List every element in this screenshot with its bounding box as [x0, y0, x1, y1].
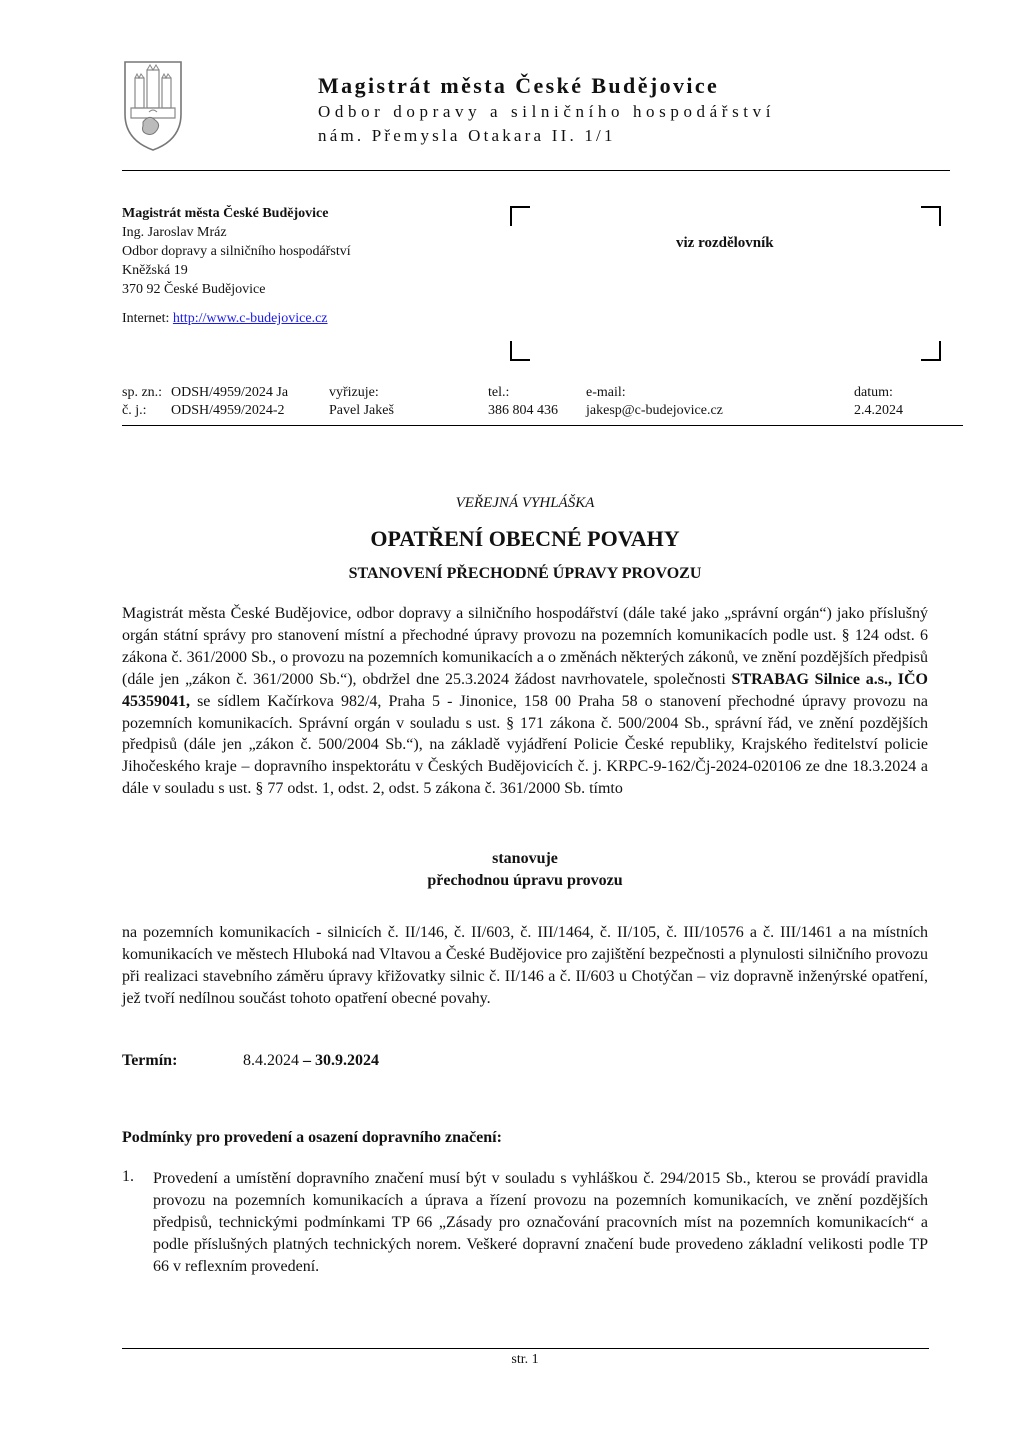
- intro-text-part1: Magistrát města České Budějovice, odbor dopravy a silničního hospodářství (dále také jako „správní orgán“) jako příslušný orgán státní správy pro stanovení místní a přechodné úpravy provozu na pozemních komunikacích podle ust. § 124 odst. 6 zákona č. 361/2000 Sb., o provozu na pozemních komunikacích a o změnách některých zákonů, ve znění pozdějších předpisů (dále jen „zákon č. 361/2000 Sb.“), obdržel dne 25.3.2024 žádost navrhovatele, společnosti: [122, 605, 928, 688]
- sender-department: Odbor dopravy a silničního hospodářství: [122, 244, 351, 259]
- address-window-corner: [510, 341, 530, 361]
- applicant-company: STRABAG Silnice a.s., IČO 45359041,: [122, 670, 929, 710]
- sender-name: Magistrát města České Budějovice: [122, 206, 329, 221]
- ref-no: ODSH/4959/2024-2: [171, 403, 285, 418]
- tel: 386 804 436: [488, 403, 558, 418]
- internet-link[interactable]: http://www.c-budejovice.cz: [172, 311, 328, 326]
- header-divider: [122, 170, 950, 171]
- header-address: nám. Přemysla Otakara II. 1/1: [318, 126, 616, 145]
- document-subtitle: STANOVENÍ PŘECHODNÉ ÚPRAVY PROVOZU: [348, 565, 702, 582]
- date-label: datum:: [854, 385, 893, 400]
- intro-text-part2: se sídlem Kačírkova 982/4, Praha 5 - Jinonice, 158 00 Praha 58 o stanovení přechodné úpravy provozu na pozemních komunikacích. Správní orgán v souladu s ust. § 171 zákona č. 500/2004 Sb., správní řád, ve znění pozdějších předpisů (dále jen „zákon č. 500/2004 Sb.“), na základě vyjádření Policie České republiky, Krajského ředitelství policie Jihočeského kraje – dopravního inspektorátu v Českých Budějovicích č. j. KRPC-9-162/Čj-2024-020106 ze dne 18.3.2024 a dále v souladu s ust. § 77 odst. 1, odst. 2, odst. 5 zákona č. 361/2000 Sb. tímto: [122, 692, 928, 798]
- term-to: 30.9.2024: [315, 1052, 379, 1069]
- header-department: Odbor dopravy a silničního hospodářství: [318, 102, 776, 121]
- handler: Pavel Jakeš: [329, 403, 394, 418]
- date: 2.4.2024: [854, 403, 903, 418]
- condition-number: 1.: [122, 1168, 134, 1185]
- address-window-corner: [921, 206, 941, 226]
- term-separator: –: [299, 1052, 315, 1069]
- internet-label: Internet:: [122, 311, 170, 326]
- intro-paragraph: [122, 603, 928, 800]
- sender-block: [122, 204, 351, 328]
- sender-street: Kněžská 19: [122, 263, 188, 278]
- sender-internet: [122, 309, 351, 328]
- ref-no-label: č. j.:: [122, 403, 147, 418]
- email-label: e-mail:: [586, 385, 626, 400]
- page-number: str. 1: [511, 1352, 539, 1367]
- term-from: 8.4.2024: [243, 1052, 299, 1069]
- city-coat-of-arms-icon: [121, 58, 185, 152]
- decision-object: přechodnou úpravu provozu: [427, 872, 623, 889]
- sender-city: 370 92 České Budějovice: [122, 282, 266, 297]
- file-no-label: sp. zn.:: [122, 385, 163, 400]
- recipient: viz rozdělovník: [676, 235, 774, 251]
- header-title: Magistrát města České Budějovice: [318, 73, 720, 98]
- document-title: OPATŘENÍ OBECNÉ POVAHY: [370, 526, 680, 551]
- condition-text: Provedení a umístění dopravního značení musí být v souladu s vyhláškou č. 294/2015 Sb., kterou se provádí pravidla provozu na pozemních komunikacích a úprava a řízení provozu na pozemních komunikacích, ve znění pozdějších předpisů, technickými podmínkami TP 66 „Zásady pro označování pracovních míst na pozemních komunikacích“ a podle příslušných platných technických norem. Veškeré dopravní značení bude provedeno základní velikosti podle TP 66 v reflexním provedení.: [153, 1170, 928, 1275]
- file-no: ODSH/4959/2024 Ja: [171, 385, 289, 400]
- email: jakesp@c-budejovice.cz: [586, 403, 723, 418]
- address-window-corner: [510, 206, 530, 226]
- decision-verb: stanovuje: [492, 850, 558, 867]
- term-label: Termín:: [122, 1052, 178, 1069]
- conditions-heading: Podmínky pro provedení a osazení dopravního značení:: [122, 1129, 502, 1146]
- sender-person: Ing. Jaroslav Mráz: [122, 225, 227, 240]
- scope-paragraph: na pozemních komunikacích - silnicích č. II/146, č. II/603, č. III/1464, č. II/105, č. III/10576 a č. III/1461 a na místních komunikacích ve městech Hluboká nad Vltavou a České Budějovice pro zajištění bezpečnosti a plynulosti silničního provozu při realizaci stavebního záměru úpravy křižovatky silnic č. II/146 a č. II/603 u Chotýčan – viz dopravně inženýrské opatření, jež tvoří nedílnou součást tohoto opatření obecné povahy.: [122, 924, 928, 1007]
- address-window-corner: [921, 341, 941, 361]
- handler-label: vyřizuje:: [329, 385, 379, 400]
- notice-label: VEŘEJNÁ VYHLÁŠKA: [455, 495, 595, 511]
- tel-label: tel.:: [488, 385, 510, 400]
- term: [122, 1052, 379, 1070]
- meta-divider: [122, 425, 963, 426]
- footer-divider: [122, 1348, 929, 1349]
